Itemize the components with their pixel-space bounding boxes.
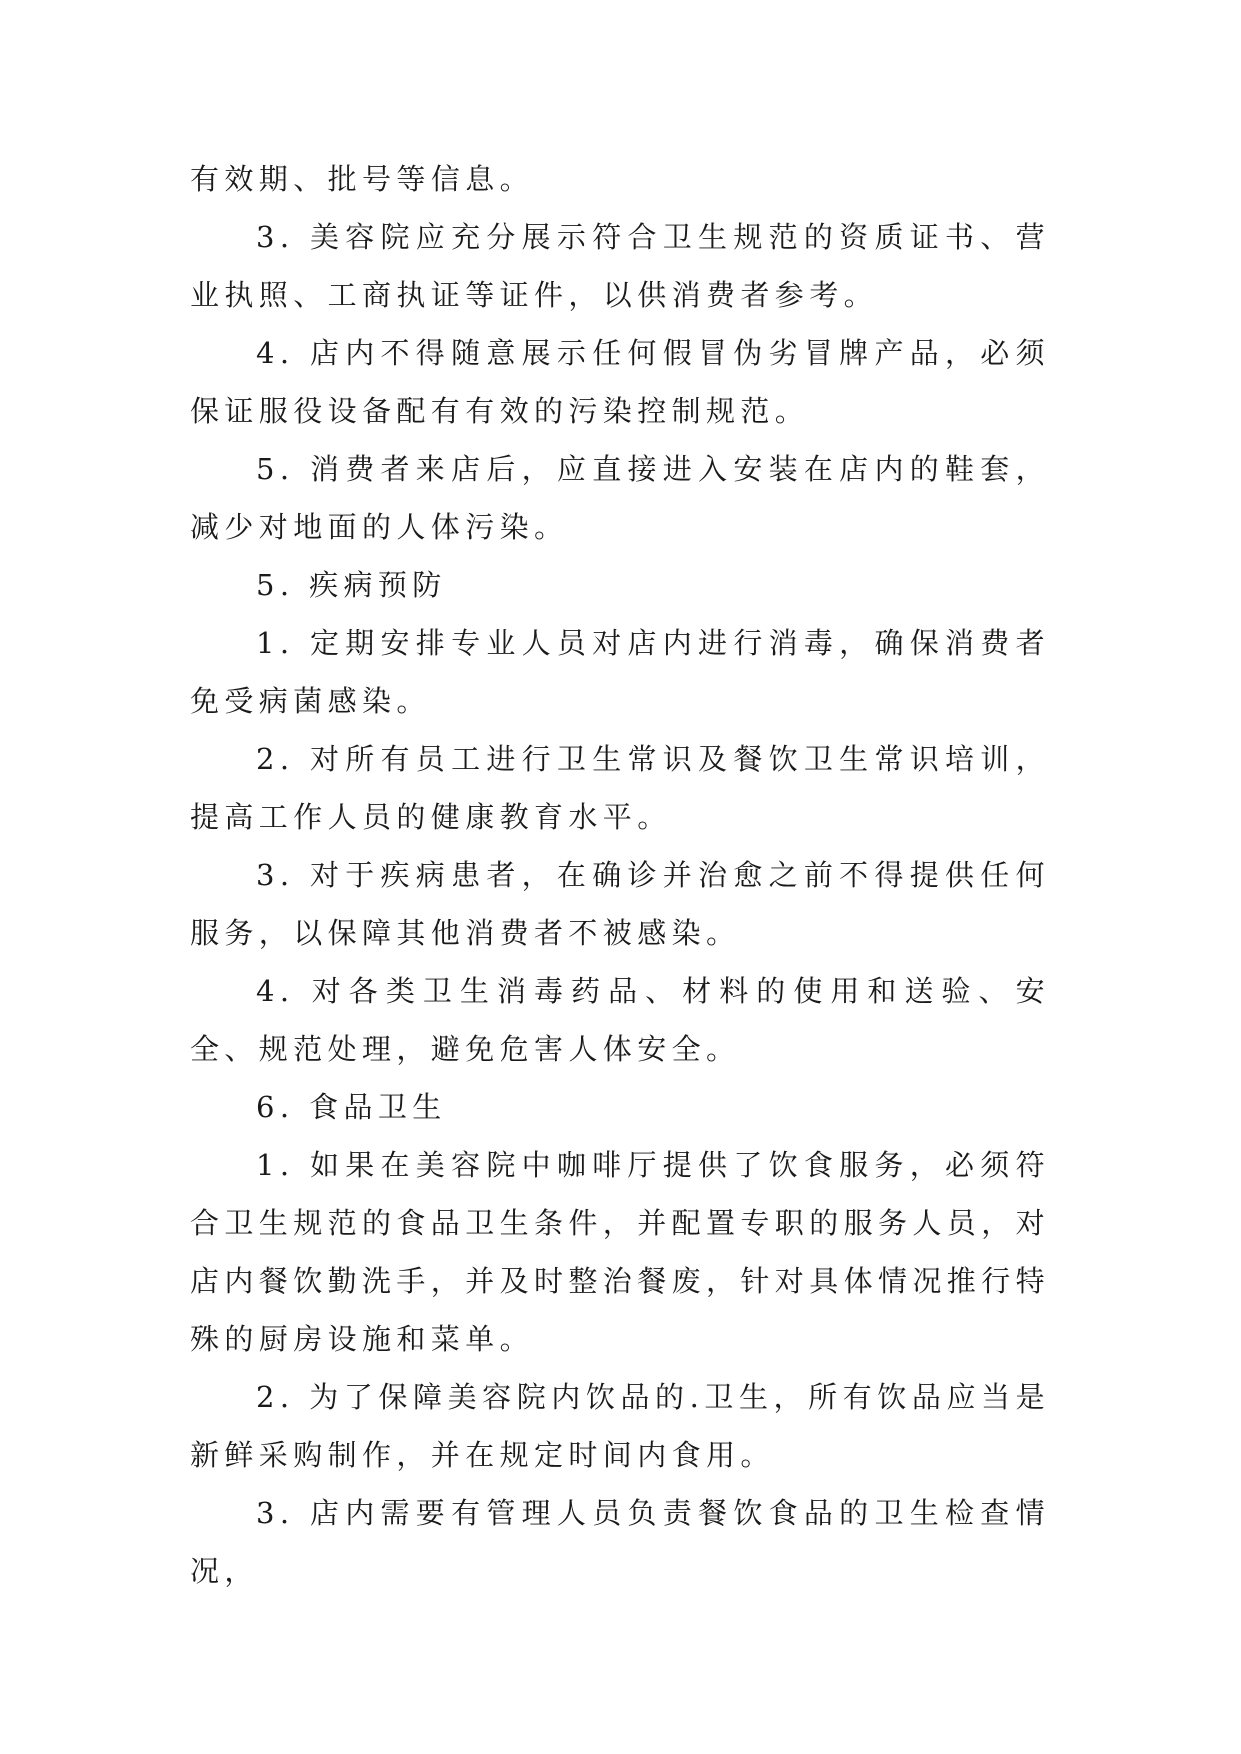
paragraph-disinfectants: 4. 对各类卫生消毒药品、材料的使用和送验、安全、规范处理，避免危害人体安全。 xyxy=(190,974,1050,1066)
section-heading-disease-prevention: 5. 疾病预防 xyxy=(256,568,447,602)
paragraph-patients: 3. 对于疾病患者，在确诊并治愈之前不得提供任何服务，以保障其他消费者不被感染。 xyxy=(190,858,1050,950)
paragraph-item-4-products: 4. 店内不得随意展示任何假冒伪劣冒牌产品，必须保证服役设备配有有效的污染控制规范。 xyxy=(190,336,1050,428)
paragraph-item-3-credentials: 3. 美容院应充分展示符合卫生规范的资质证书、营业执照、工商执证等证件，以供消费者参考。 xyxy=(190,220,1050,312)
paragraph-item-5-shoe-covers: 5. 消费者来店后，应直接进入安装在店内的鞋套，减少对地面的人体污染。 xyxy=(190,452,1050,544)
section-heading-food-hygiene: 6. 食品卫生 xyxy=(256,1090,447,1124)
paragraph-continuation: 有效期、批号等信息。 xyxy=(190,162,535,196)
paragraph-cafe-service: 1. 如果在美容院中咖啡厅提供了饮食服务，必须符合卫生规范的食品卫生条件，并配置专职的服务人员，对店内餐饮勤洗手，并及时整治餐废，针对具体情况推行特殊的厨房设施和菜单。 xyxy=(190,1148,1051,1356)
document-body xyxy=(190,150,1050,1600)
paragraph-beverages: 2. 为了保障美容院内饮品的.卫生，所有饮品应当是新鲜采购制作，并在规定时间内食用。 xyxy=(190,1380,1050,1472)
paragraph-training: 2. 对所有员工进行卫生常识及餐饮卫生常识培训，提高工作人员的健康教育水平。 xyxy=(190,742,1050,834)
paragraph-disinfection: 1. 定期安排专业人员对店内进行消毒，确保消费者免受病菌感染。 xyxy=(190,626,1050,718)
paragraph-inspection: 3. 店内需要有管理人员负责餐饮食品的卫生检查情况， xyxy=(190,1496,1050,1588)
